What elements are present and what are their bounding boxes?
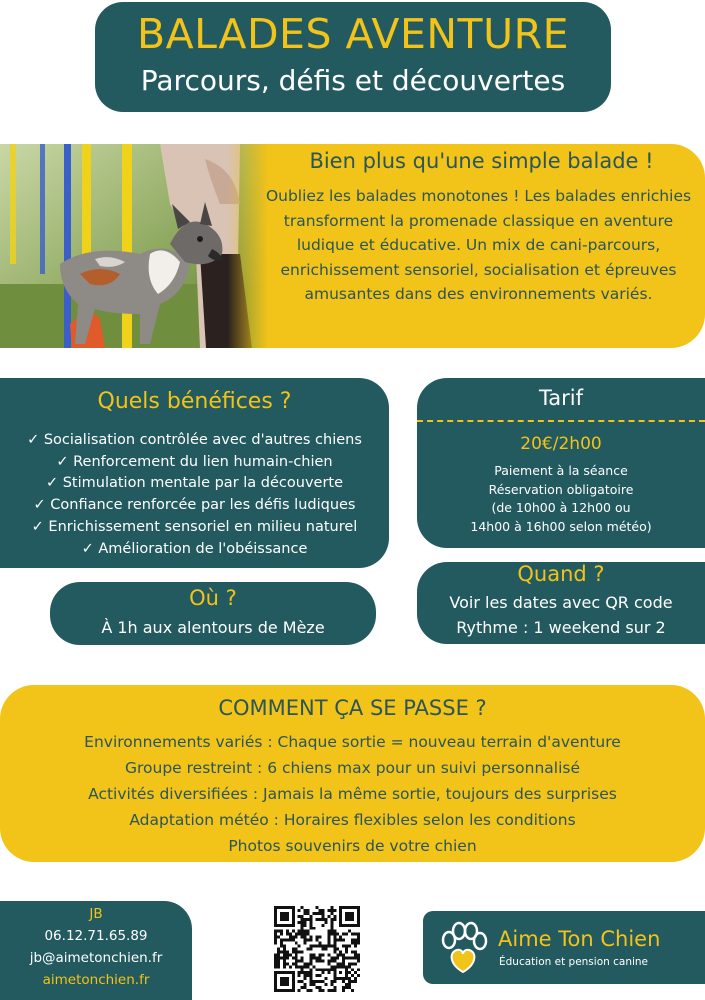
brand-name: Aime Ton Chien xyxy=(498,927,661,951)
tarif-line: Réservation obligatoire xyxy=(488,481,634,497)
location-heading: Où ? xyxy=(189,586,237,610)
list-item: Groupe restreint : 6 chiens max pour un suivi personnalisé xyxy=(124,759,581,777)
intro-section xyxy=(0,144,705,348)
contact-email[interactable]: jb@aimetonchien.fr xyxy=(29,950,163,966)
qr-code[interactable] xyxy=(274,906,360,992)
list-item: ✓ Renforcement du lien humain-chien xyxy=(56,453,333,470)
benefits-section xyxy=(0,378,389,568)
list-item: ✓ Confiance renforcée par les défis ludiques xyxy=(33,497,356,514)
list-item: ✓ Amélioration de l'obéissance xyxy=(81,540,308,557)
intro-heading: Bien plus qu'une simple balade ! xyxy=(309,149,654,173)
list-item: Environnements variés : Chaque sortie = nouveau terrain d'aventure xyxy=(84,733,621,751)
how-it-works-list xyxy=(0,729,705,859)
dog-photo xyxy=(0,144,268,348)
contact-section xyxy=(0,901,192,1000)
location-section xyxy=(50,582,376,645)
benefits-list xyxy=(0,430,389,560)
schedule-line: Rythme : 1 weekend sur 2 xyxy=(456,618,666,637)
how-it-works-section xyxy=(0,685,705,862)
paw-heart-icon xyxy=(435,920,491,976)
page-title: BALADES AVENTURE xyxy=(136,10,570,58)
schedule-section xyxy=(417,562,705,644)
tarif-heading: Tarif xyxy=(538,386,584,410)
list-item: ✓ Socialisation contrôlée avec d'autres chiens xyxy=(27,432,362,448)
tarif-section xyxy=(417,378,705,548)
contact-website[interactable]: aimetonchien.fr xyxy=(42,972,150,988)
title-banner xyxy=(95,2,611,112)
list-item: Photos souvenirs de votre chien xyxy=(228,837,477,855)
benefits-heading: Quels bénéfices ? xyxy=(97,389,292,414)
list-item: ✓ Stimulation mentale par la découverte xyxy=(45,475,344,492)
tarif-line: 14h00 à 16h00 selon météo) xyxy=(470,518,652,534)
tarif-details xyxy=(417,462,705,536)
brand-tagline: Éducation et pension canine xyxy=(499,956,649,968)
dashed-divider xyxy=(417,420,705,422)
tarif-price: 20€/2h00 xyxy=(520,434,602,454)
tarif-line: (de 10h00 à 12h00 ou xyxy=(491,500,631,516)
intro-text: Oubliez les balades monotones ! Les balades enrichies transforment la promenade classique en aventure ludique et éducative. Un mix de cani-parcours, enrichissement sensoriel, socialisation et épreuves amusantes dans des environnements variés. xyxy=(265,187,692,303)
contact-name: JB xyxy=(89,906,103,922)
schedule-heading: Quand ? xyxy=(517,562,605,586)
contact-phone[interactable]: 06.12.71.65.89 xyxy=(44,928,148,944)
how-it-works-heading: COMMENT ÇA SE PASSE ? xyxy=(218,696,487,720)
tarif-line: Paiement à la séance xyxy=(494,463,628,478)
list-item: ✓ Enrichissement sensoriel en milieu naturel xyxy=(31,518,358,535)
location-value: À 1h aux alentours de Mèze xyxy=(101,618,325,637)
brand-logo xyxy=(423,911,705,984)
schedule-line: Voir les dates avec QR code xyxy=(449,593,673,612)
list-item: Adaptation météo : Horaires flexibles selon les conditions xyxy=(129,811,576,829)
page-subtitle: Parcours, défis et découvertes xyxy=(140,64,566,97)
list-item: Activités diversifiées : Jamais la même sortie, toujours des surprises xyxy=(88,785,617,803)
